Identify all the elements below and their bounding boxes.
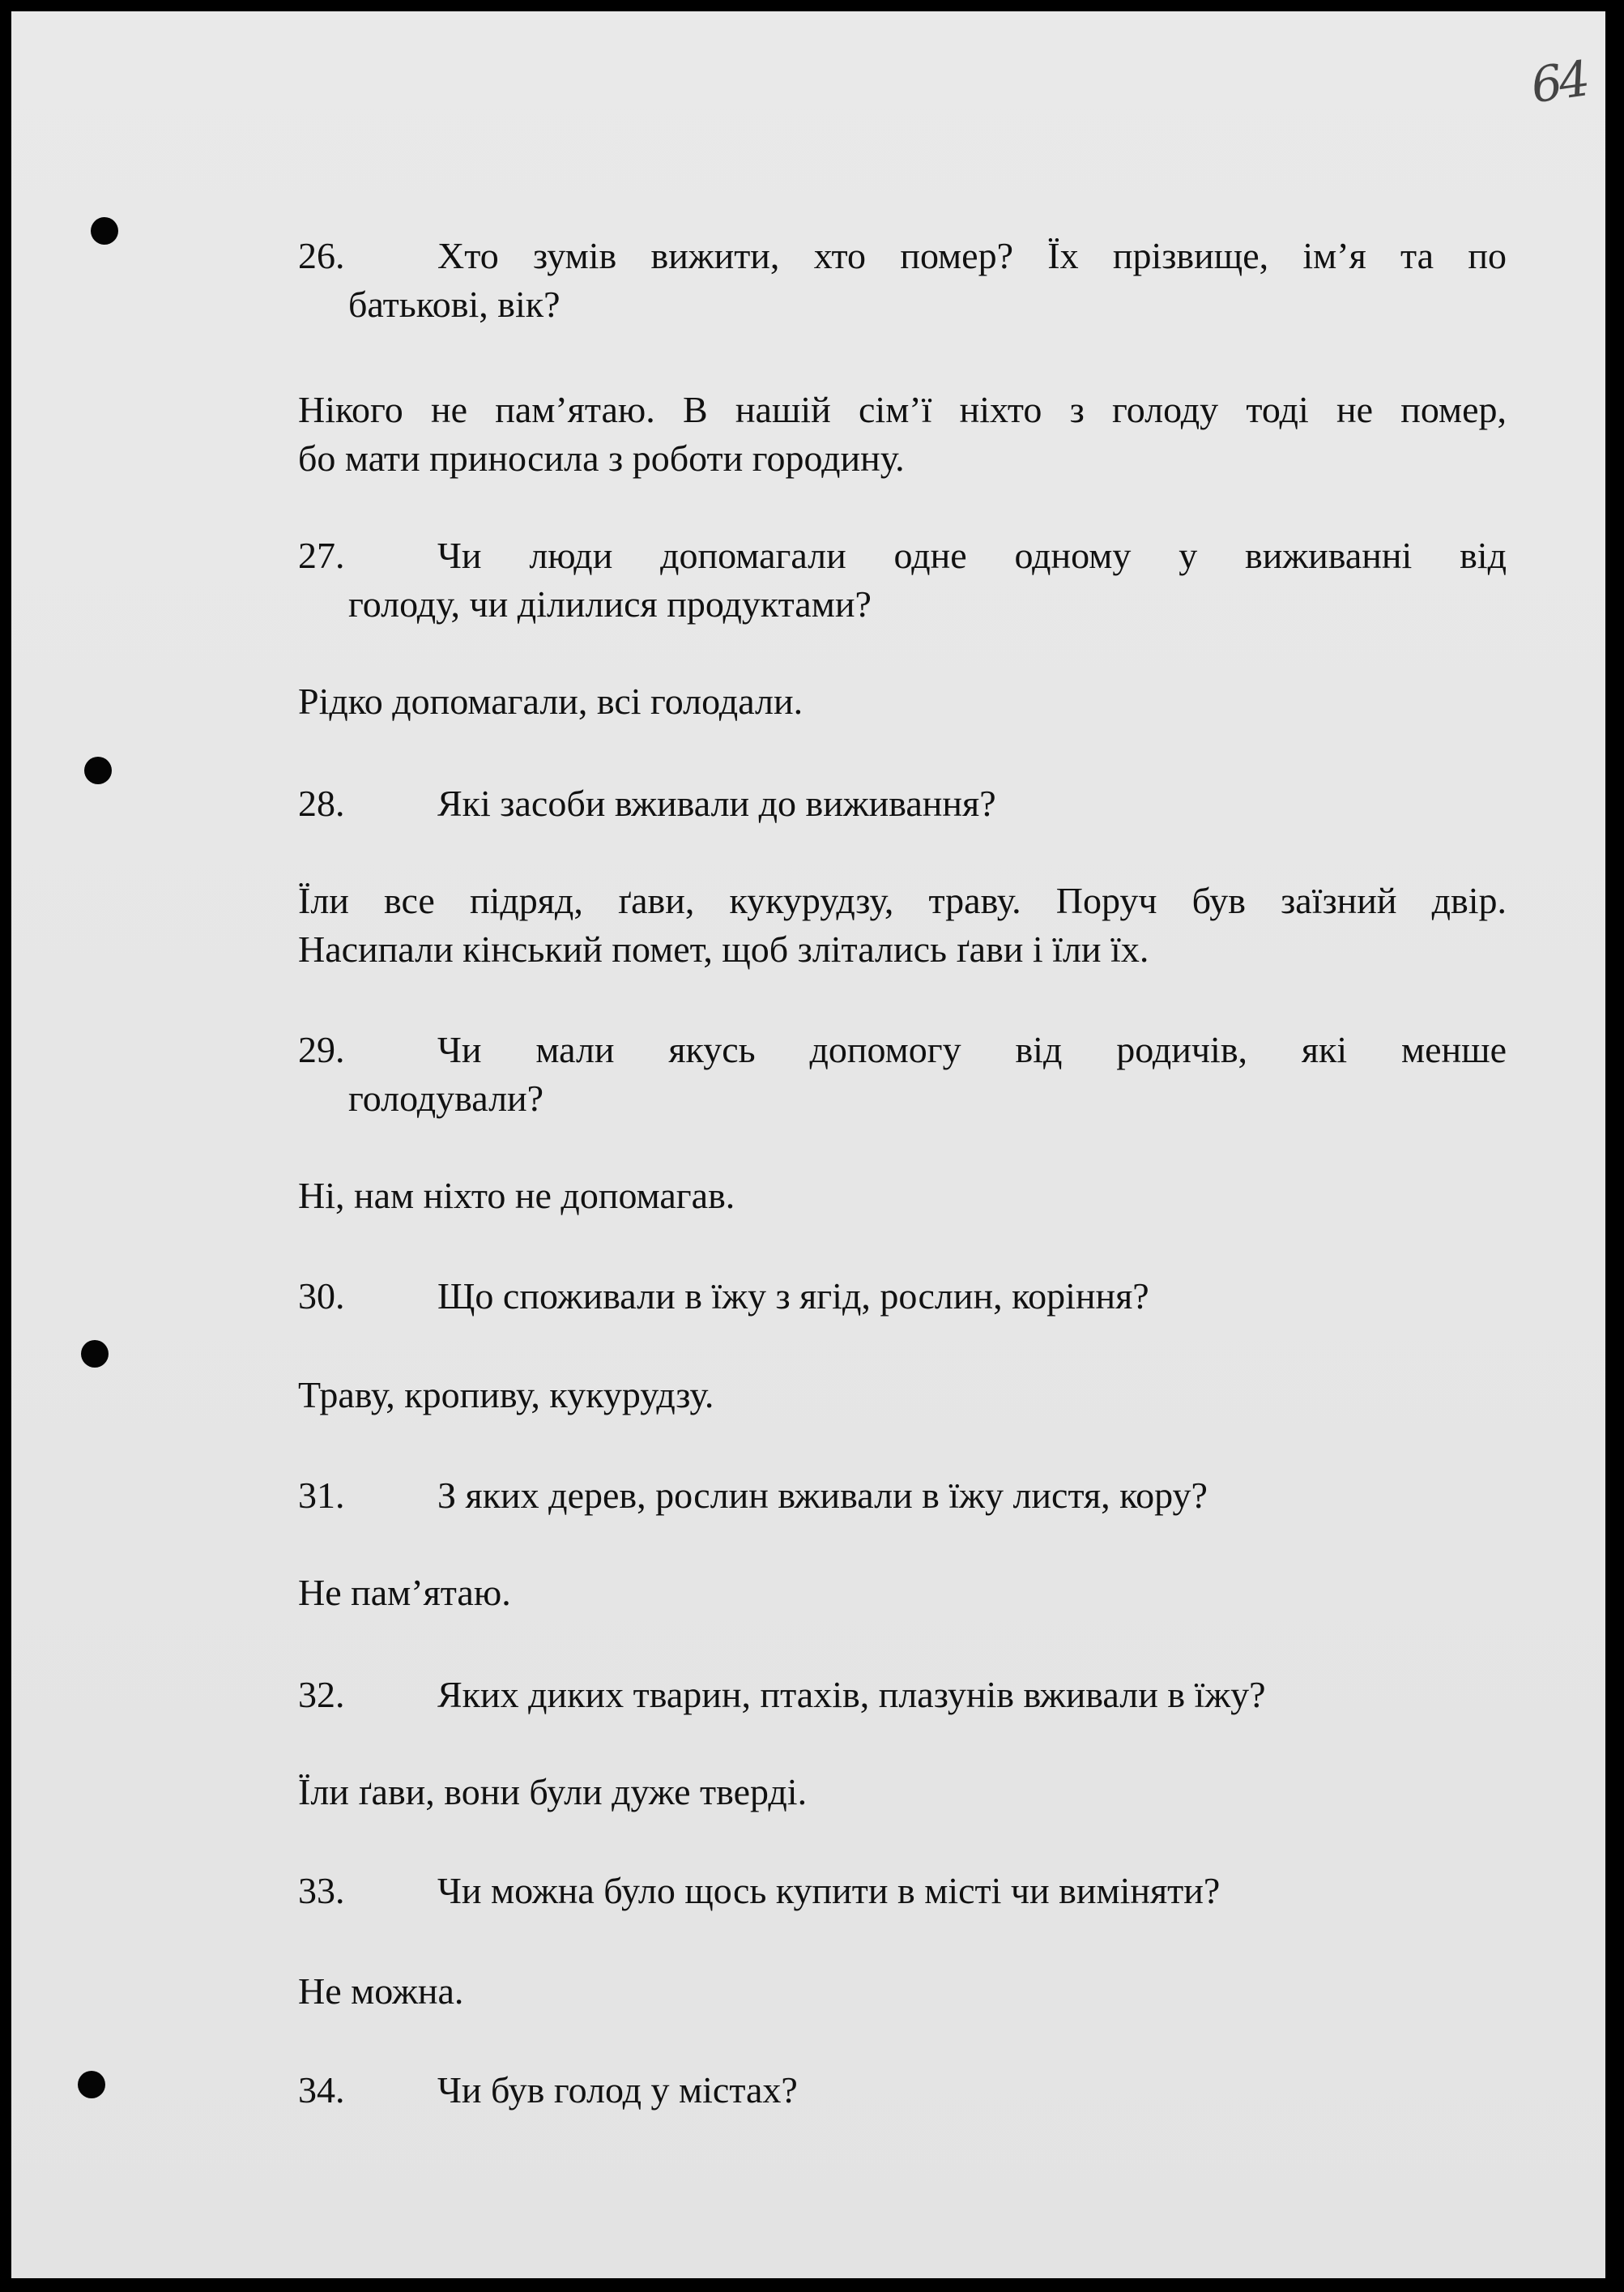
answer-29	[298, 1172, 1507, 1220]
question-28	[298, 779, 1507, 828]
question-text: Чи мали якусь допомогу від родичів, які менше	[437, 1029, 1507, 1070]
question-number: 26.	[298, 235, 345, 276]
answer-line: Їли все підряд, ґави, кукурудзу, траву. Поруч був заїзний двір.	[298, 880, 1507, 921]
question-31	[298, 1471, 1507, 1520]
punch-hole-4	[78, 2071, 105, 2098]
answer-30	[298, 1371, 1507, 1419]
question-text: Хто зумів вижити, хто помер? Їх прізвище, ім’я та по	[437, 235, 1507, 276]
question-number: 34.	[298, 2069, 345, 2111]
answer-33	[298, 1967, 1507, 2016]
question-number: 27.	[298, 535, 345, 576]
question-30	[298, 1272, 1507, 1321]
answer-26	[298, 386, 1507, 483]
question-text: Чи можна було щось купити в місті чи виміняти?	[437, 1870, 1221, 1911]
page-number: 64	[1528, 50, 1591, 115]
answer-line: Не пам’ятаю.	[298, 1572, 511, 1613]
question-text-continued: батькові, вік?	[348, 284, 561, 325]
question-29	[298, 1026, 1507, 1123]
question-text: Яких диких тварин, птахів, плазунів вживали в їжу?	[437, 1674, 1266, 1715]
question-text-continued: голоду, чи ділилися продуктами?	[348, 583, 872, 625]
question-number: 29.	[298, 1029, 345, 1070]
question-33	[298, 1867, 1507, 1915]
question-26	[298, 232, 1507, 329]
question-number: 28.	[298, 783, 345, 824]
punch-hole-1	[91, 217, 118, 245]
answer-28	[298, 877, 1507, 974]
question-number: 33.	[298, 1870, 345, 1911]
answer-line: Насипали кінський помет, щоб злітались ґави і їли їх.	[298, 928, 1149, 970]
question-text: Які засоби вживали до виживання?	[437, 783, 996, 824]
answer-line: Ні, нам ніхто не допомагав.	[298, 1175, 735, 1216]
question-text: Чи люди допомагали одне одному у виживанні від	[437, 535, 1507, 576]
answer-line: Рідко допомагали, всі голодали.	[298, 681, 803, 722]
question-text: Чи був голод у містах?	[437, 2069, 798, 2111]
punch-hole-3	[81, 1340, 109, 1368]
question-text-continued: голодували?	[348, 1078, 544, 1119]
answer-line: Траву, кропиву, кукурудзу.	[298, 1374, 714, 1415]
question-text: Що споживали в їжу з ягід, рослин, коріння?	[437, 1275, 1149, 1317]
question-34	[298, 2066, 1507, 2115]
answer-line: Їли ґави, вони були дуже тверді.	[298, 1771, 808, 1812]
answer-27	[298, 677, 1507, 726]
answer-32	[298, 1768, 1507, 1816]
question-32	[298, 1671, 1507, 1719]
answer-line: Нікого не пам’ятаю. В нашій сім’ї ніхто з голоду тоді не помер,	[298, 389, 1507, 430]
answer-31	[298, 1569, 1507, 1617]
question-number: 32.	[298, 1674, 345, 1715]
question-number: 30.	[298, 1275, 345, 1317]
question-number: 31.	[298, 1475, 345, 1516]
answer-line: бо мати приносила з роботи городину.	[298, 437, 905, 479]
question-text: З яких дерев, рослин вживали в їжу листя, кору?	[437, 1475, 1208, 1516]
paper-sheet	[11, 11, 1605, 2278]
question-27	[298, 531, 1507, 629]
punch-hole-2	[84, 757, 112, 784]
answer-line: Не можна.	[298, 1970, 464, 2012]
